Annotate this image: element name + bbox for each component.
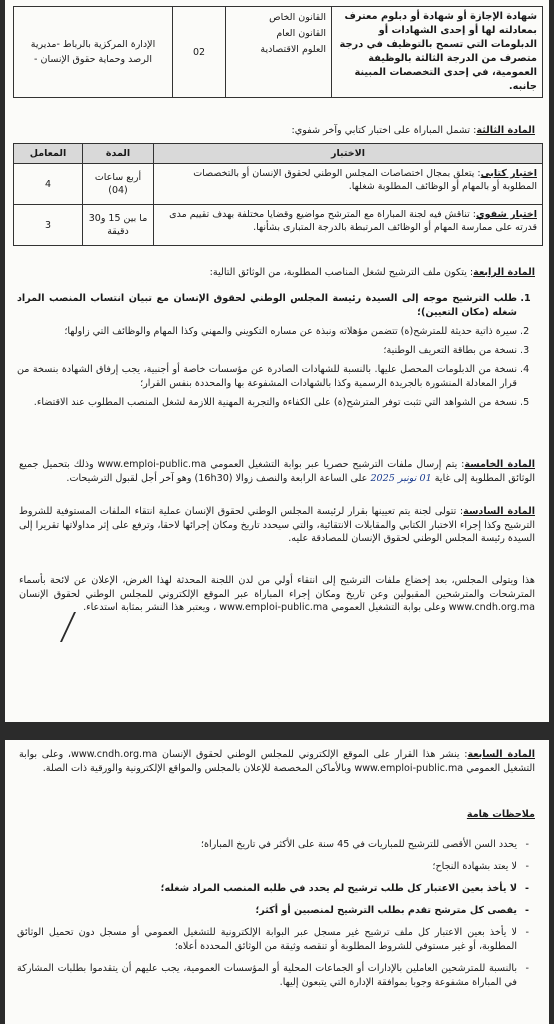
list-item: 2. سيرة ذاتية حديثة للمترشح(ة) تتضمن مؤهلاته ونبذة عن مساره التكويني والمهني وكذا المهام والوظائف التي زاولها؛ (17, 325, 517, 339)
list-item: - يحدد السن الأقصى للترشيح للمباريات في 45 سنة على الأكثر في تاريخ المباراة؛ (17, 838, 517, 852)
list-item: 4. نسخة من الدبلومات المحصل عليها. بالنسبة للشهادات الصادرة عن مؤسسات خاصة أو أجنبية، يجب إرفاق الشهادة بنسخة من قرار المعادلة المنشورة بالجريدة الرسمية وكذا بالشهادات المشفوعة بها والمحددة بنفس القرار؛ (17, 363, 517, 391)
specialty-item: القانون العام (276, 28, 326, 39)
list-item: 5. نسخة من الشواهد التي تثبت توفر المترشح(ة) على الكفاءة والتجربة المهنية اللازمة لشغل المنصب المطلوب عند الاقتضاء. (17, 396, 517, 410)
list-item: - لا يعتد بشهادة النجاح؛ (17, 860, 517, 874)
signature-mark (60, 612, 110, 642)
written-exam-cell (154, 164, 543, 205)
exam-header: الاختبار (154, 144, 543, 164)
article-5-label: المادة الخامسة (464, 459, 535, 470)
article-4-heading (25, 266, 535, 280)
closing-text: هذا ويتولى المجلس، بعد إخضاع ملفات الترشيح إلى انتقاء أولي من لدن اللجنة المحدثة لهذا الغرض، الإعلان عن لائحة بأسماء المترشحات والمترشحين المقبولين وعن تاريخ ومكان إجراء المباراة عبر الموقع الإلكتروني للمجلس الوطني لحقوق الإنسان www.cndh.org.ma وعلى بوابة التشغيل العمومي www.emploi-public.ma ، ويعتبر هذا النشر بمثابة استدعاء. (19, 575, 535, 613)
article-4-label: المادة الرابعة (473, 267, 535, 278)
list-item: 3. نسخة من بطاقة التعريف الوطنية؛ (17, 344, 517, 358)
closing-paragraph (19, 574, 535, 615)
article-7-text: : ينشر هذا القرار على الموقع الإلكتروني للمجلس الوطني لحقوق الإنسان www.cndh.org.ma، وعلى بوابة التشغيل العمومي www.emploi-public.ma وبالأماكن المخصصة للإعلان بالمجلس والمواقع الإلكترونية والورقية ذات الصلة. (19, 749, 535, 774)
list-item: - لا يأخذ بعين الاعتبار كل طلب ترشيح لم يحدد في طلبه المنصب المراد شغله؛ (17, 882, 517, 896)
oral-exam-duration: ما بين 15 و30 دقيقة (83, 205, 154, 246)
article-5-text-end: على الساعة الرابعة والنصف زوالا (16h30) وهو آخر أجل لقبول الترشيحات. (66, 472, 368, 484)
article-7 (19, 748, 535, 775)
qualifications-cell (332, 7, 543, 98)
coef-header: المعامل (14, 144, 83, 164)
article-6-label: المادة السادسة (463, 506, 535, 517)
positions-table (13, 6, 543, 98)
article-6-text: : تتولى لجنة يتم تعيينها بقرار لرئيسة المجلس الوطني لحقوق الإنسان عملية انتقاء الملفات المستوفية للشروط الترشيح وكذا إجراء الاختبار الكتابي والمقابلات الانتقائية، والتي سيحدد تاريخ ومكان إجرائها لاحقا، وترفع على إثر مداولاتها تقريرا إلى السيدة رئيسة المجلس الوطني لحقوق الإنسان للمصادقة عليه. (19, 506, 535, 544)
directorate-cell (14, 7, 173, 98)
list-item: - لا يأخذ بعين الاعتبار كل ملف ترشيح غير مسجل عبر البوابة الإلكترونية للتشغيل العمومي أو مسجل دون تحميل الوثائق المطلوبة، أو غير مستوفي للشروط المطلوبة أو تنقصه وثيقة من الوثائق المحددة أعلاه؛ (17, 926, 517, 954)
notes-list (17, 838, 535, 998)
handwritten-date: 01 نونبر 2025 (370, 472, 432, 484)
oral-exam-coef: 3 (14, 205, 83, 246)
specialties-cell (226, 7, 332, 98)
article-7-label: المادة السابعة (467, 749, 535, 760)
written-exam-coef: 4 (14, 164, 83, 205)
exam-table (13, 143, 543, 246)
list-item: - يقصى كل مترشح تقدم بطلب الترشيح لمنصبين أو أكثر؛ (17, 904, 517, 918)
list-item: - بالنسبة للمترشحين العاملين بالإدارات أو الجماعات المحلية أو المؤسسات العمومية، يجب عليهم أن يتقدموا بطلبات المشاركة في المباراة مشفوعة وجوبا بموافقة الإدارة التي يتبعون إليها. (17, 962, 517, 990)
article-3-text: : تشمل المباراة على اختبار كتابي وآخر شفوي: (291, 125, 477, 136)
article-5-text: : يتم إرسال ملفات الترشيح حصريا عبر بوابة التشغيل العمومي www.emploi-public.ma وذلك بتحميل جميع الوثائق المطلوبة إلى غاية (19, 459, 535, 484)
specialty-item: العلوم الاقتصادية (260, 44, 326, 55)
list-item: 1. طلب الترشيح موجه إلى السيدة رئيسة المجلس الوطني لحقوق الإنسان مع تبيان انتساب المنصب المراد شغله (مكان التعيين)؛ (17, 292, 517, 320)
article-3-label: المادة الثالثة (476, 125, 535, 136)
written-exam-label: اختبار كتابي (480, 168, 537, 179)
article-3-heading (25, 124, 535, 138)
written-exam-duration: أربع ساعات (04) (83, 164, 154, 205)
notes-title (335, 808, 535, 822)
article-4-text: : يتكون ملف الترشيح لشغل المناصب المطلوبة، من الوثائق التالية: (209, 267, 474, 278)
oral-exam-cell (154, 205, 543, 246)
document-page-1 (5, 0, 549, 722)
specialty-item: القانون الخاص (269, 12, 326, 23)
qualifications-text: شهادة الإجازة أو شهادة أو دبلوم معترف بمعادلته لها أو إحدى الشهادات أو الدبلومات التي تسمح بالتوظيف في درجة متصرف من الدرجة الثالثة بالوظيفة العمومية، في إحدى التخصصات المبينة جانبه. (339, 11, 537, 92)
directorate-text: الإدارة المركزية بالرباط -مديرية الرصد وحماية حقوق الإنسان - (30, 39, 156, 65)
article-5 (19, 458, 535, 485)
article-6 (19, 505, 535, 546)
oral-exam-label: اختبار شفوي (475, 209, 537, 220)
oral-exam-text: : تناقش فيه لجنة المباراة مع المترشح مواضيع وقضايا مختلفة بهدف تقييم مدى قدرته على ممارسة المهام أو الوظائف المرتبطة بالدرجة المتبارى بشأنها. (169, 209, 537, 233)
required-documents-list (17, 292, 535, 415)
duration-header: المدة (83, 144, 154, 164)
positions-count: 02 (192, 46, 206, 58)
positions-count-cell (173, 7, 226, 98)
document-page-2 (5, 740, 549, 1024)
notes-title-text: ملاحظات هامة (466, 809, 535, 820)
written-exam-text: : يتعلق بمجال اختصاصات المجلس الوطني لحقوق الإنسان أو بالتخصصات المطلوبة أو بالمهام أو الوظائف المطلوبة شغلها. (193, 168, 537, 192)
